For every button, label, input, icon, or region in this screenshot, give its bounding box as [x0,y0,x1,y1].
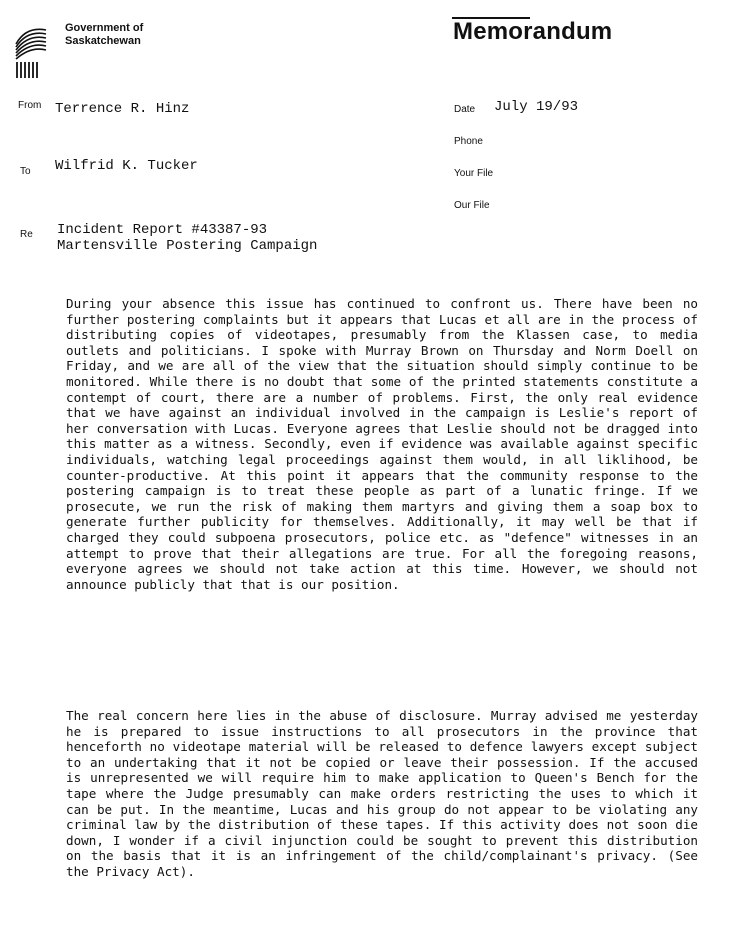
date-value: July 19/93 [494,99,579,115]
body-paragraph-2: The real concern here lies in the abuse of disclosure. Murray advised me yesterday he is prepared to issue instructions to all prosecutors in the province that henceforth no videotape material will be released to defence lawyers except subject to an undertaking that it not be copied or leave their possession. If the accused is unrepresented we will require him to make application to Queen's Bench for the tape where the Judge presumably can make orders restricting the uses to which it can be put. In the meantime, Lucas and his group do not appear to be violating any criminal law by the distribution of these tapes. If this activity does not soon die down, I wonder if a civil injunction could be sought to prevent this distribution on the basis that it is an infringement of the child/complainant's privacy. (See the Privacy Act). [66,708,698,879]
organization-line-1: Government of [65,22,144,34]
date-label: Date [454,104,476,115]
re-line-1: Incident Report #43387-93 [57,222,268,238]
re-label: Re [20,229,33,240]
to-label: To [20,166,31,177]
phone-label: Phone [454,136,483,147]
body-paragraph-1: During your absence this issue has continued to confront us. There have been no further postering complaints but it appears that Lucas et all are in the process of distributing copies of videotapes, presumably from the Klassen case, to media outlets and politicians. I spoke with Murray Brown on Thursday and Norm Doell on Friday, and we are all of the view that the situation should simply continue to be monitored. While there is no doubt that some of the printed statements constitute a contempt of court, there are a number of problems. First, the only real evidence that we have against an individual involved in the campaign is Leslie's report of her conversation with Lucas. Everyone agrees that Leslie should not be dragged into this matter as a witness. Secondly, even if evidence was available against specific individuals, watching legal proceedings against them would, in all liklihood, be counter-productive. At this point it appears that the community response to the postering campaign is to treat these people as part of a lunatic fringe. If we prosecute, we run the risk of making them martyrs and giving them a soap box to generate further publicity for themselves. Additionally, it may well be that if charged they could subpoena prosecutors, police etc. as "defence" witnesses in an attempt to prove that their allegations are true. For all the foregoing reasons, everyone agrees we should not take action at this time. However, we should not announce publicly that that is our position. [66,296,698,592]
from-value: Terrence R. Hinz [55,101,190,117]
to-value: Wilfrid K. Tucker [55,158,198,174]
from-label: From [18,100,42,111]
re-line-2: Martensville Postering Campaign [57,238,318,254]
organization-name [65,22,143,48]
our-file-label: Our File [454,200,490,211]
your-file-label: Your File [454,168,494,179]
government-logo-icon [14,24,48,80]
organization-line-2: Saskatchewan [65,35,141,47]
document-title: Memorandum [453,18,613,45]
